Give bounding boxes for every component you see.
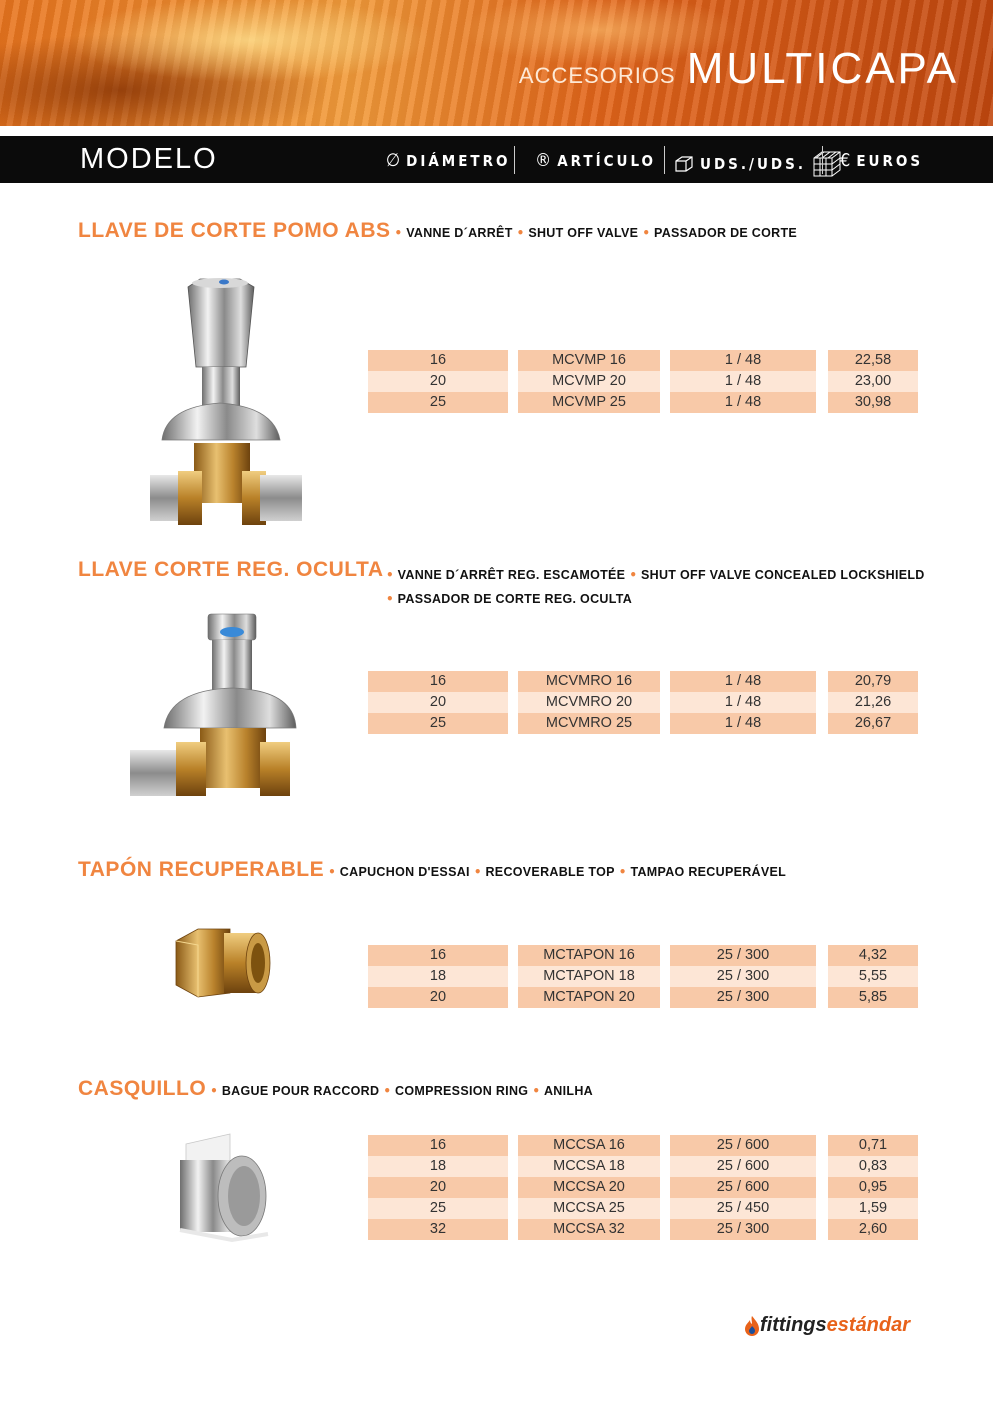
cell-price: 23,00 (828, 371, 918, 392)
col-articulo (535, 150, 656, 171)
section-subtitle: BAGUE POUR RACCORD (221, 1084, 380, 1098)
table-row (368, 1135, 918, 1156)
table-row (368, 1219, 918, 1240)
section-title-line (78, 1077, 593, 1101)
cell-article: MCCSA 32 (518, 1219, 660, 1240)
cell-price: 1,59 (828, 1198, 918, 1219)
col-diametro-label: DIÁMETRO (406, 151, 511, 170)
cell-units: 1 / 48 (670, 713, 816, 734)
table-row (368, 671, 918, 692)
price-table (368, 671, 918, 734)
cell-units: 25 / 600 (670, 1135, 816, 1156)
cell-article: MCCSA 25 (518, 1198, 660, 1219)
cell-price: 5,55 (828, 966, 918, 987)
diameter-icon: ∅ (386, 150, 401, 171)
cell-units: 1 / 48 (670, 371, 816, 392)
cell-article: MCVMRO 20 (518, 692, 660, 713)
cell-price: 20,79 (828, 671, 918, 692)
price-table (368, 945, 918, 1008)
cell-diameter: 25 (368, 713, 508, 734)
bullet: • (210, 1084, 218, 1098)
cell-article: MCCSA 16 (518, 1135, 660, 1156)
cell-diameter: 20 (368, 987, 508, 1008)
logo-text-estandar: estándar (826, 1314, 911, 1336)
section-subtitle: VANNE D´ARRÊT (406, 226, 513, 240)
cell-article: MCVMP 20 (518, 371, 660, 392)
section-title: LLAVE CORTE REG. OCULTA (78, 558, 384, 581)
column-separator (514, 146, 515, 174)
cell-article: MCTAPON 18 (518, 966, 660, 987)
bullet: • (516, 226, 525, 240)
table-row (368, 987, 918, 1008)
cell-price: 26,67 (828, 713, 918, 734)
table-row (368, 945, 918, 966)
price-table (368, 1135, 918, 1240)
cell-article: MCTAPON 16 (518, 945, 660, 966)
bullet: • (618, 865, 627, 879)
cell-price: 0,71 (828, 1135, 918, 1156)
bullet: • (328, 865, 336, 879)
column-separator (822, 146, 823, 174)
section-subtitle: TAMPAO RECUPERÁVEL (630, 865, 787, 879)
cell-diameter: 16 (368, 350, 508, 371)
section-title-line (78, 558, 384, 582)
table-row (368, 1156, 918, 1177)
cell-article: MCVMRO 25 (518, 713, 660, 734)
logo-text-fittings: fittings (760, 1314, 827, 1336)
cell-diameter: 16 (368, 671, 508, 692)
section-subtitle: SHUT OFF VALVE (528, 226, 639, 240)
banner-divider (0, 126, 993, 136)
section-subtitle-line (382, 564, 925, 583)
table-row (368, 713, 918, 734)
section-title: TAPÓN RECUPERABLE (78, 858, 325, 881)
cell-diameter: 25 (368, 392, 508, 413)
brand-logo (744, 1314, 910, 1337)
box-icon (674, 155, 694, 173)
section-title: CASQUILLO (78, 1077, 207, 1100)
section-subtitle: ANILHA (543, 1084, 594, 1098)
cell-article: MCVMRO 16 (518, 671, 660, 692)
cell-price: 0,83 (828, 1156, 918, 1177)
registered-icon: ® (535, 150, 552, 171)
section-subtitle: SHUT OFF VALVE CONCEALED LOCKSHIELD (640, 568, 925, 582)
bullet: • (386, 568, 394, 582)
shut-off-valve-image (150, 275, 310, 530)
euro-icon: € (840, 150, 851, 171)
table-row (368, 692, 918, 713)
banner-title-small: ACCESORIOS (518, 63, 676, 88)
table-row (368, 350, 918, 371)
section-subtitle: CAPUCHON D'ESSAI (339, 865, 470, 879)
model-label: MODELO (80, 143, 218, 175)
cell-diameter: 32 (368, 1219, 508, 1240)
col-euros (840, 150, 923, 171)
price-table (368, 350, 918, 413)
section-title: LLAVE DE CORTE POMO ABS (78, 219, 391, 242)
bullet: • (383, 1084, 392, 1098)
bullet: • (642, 226, 650, 240)
bullet: • (532, 1084, 540, 1098)
cell-price: 21,26 (828, 692, 918, 713)
cell-units: 1 / 48 (670, 692, 816, 713)
section-subtitle: VANNE D´ARRÊT REG. ESCAMOTÉE (397, 568, 626, 582)
col-euros-label: EUROS (856, 151, 924, 170)
cell-price: 30,98 (828, 392, 918, 413)
column-separator (664, 146, 665, 174)
cell-diameter: 20 (368, 371, 508, 392)
cell-price: 4,32 (828, 945, 918, 966)
cell-article: MCCSA 18 (518, 1156, 660, 1177)
cell-diameter: 25 (368, 1198, 508, 1219)
section-subtitle: COMPRESSION RING (395, 1084, 529, 1098)
cell-units: 1 / 48 (670, 671, 816, 692)
table-row (368, 966, 918, 987)
col-uds-label: UDS./UDS. (700, 155, 806, 173)
cell-units: 25 / 300 (670, 966, 816, 987)
table-row (368, 1198, 918, 1219)
cell-price: 0,95 (828, 1177, 918, 1198)
banner-title (519, 44, 959, 94)
bullet: • (386, 592, 394, 606)
cell-units: 25 / 300 (670, 987, 816, 1008)
header-banner (0, 0, 993, 126)
cell-units: 25 / 600 (670, 1177, 816, 1198)
cell-units: 25 / 450 (670, 1198, 816, 1219)
col-diametro (386, 150, 511, 171)
cell-diameter: 18 (368, 966, 508, 987)
recoverable-cap-image (172, 925, 274, 1000)
table-row (368, 392, 918, 413)
section-title-line (78, 858, 786, 882)
section-subtitle-line (382, 588, 632, 607)
column-header-bar (0, 136, 993, 183)
table-row (368, 371, 918, 392)
cell-article: MCVMP 16 (518, 350, 660, 371)
cell-units: 25 / 300 (670, 945, 816, 966)
cell-diameter: 16 (368, 1135, 508, 1156)
cell-units: 25 / 600 (670, 1156, 816, 1177)
cell-units: 1 / 48 (670, 392, 816, 413)
bullet: • (629, 568, 637, 582)
banner-title-big: MULTICAPA (686, 44, 959, 93)
cell-article: MCTAPON 20 (518, 987, 660, 1008)
pallet-icon (812, 150, 842, 178)
section-title-line (78, 219, 797, 243)
col-uds (674, 150, 842, 178)
section-subtitle: PASSADOR DE CORTE REG. OCULTA (397, 592, 633, 606)
cell-units: 1 / 48 (670, 350, 816, 371)
section-subtitle: PASSADOR DE CORTE (653, 226, 798, 240)
cell-article: MCCSA 20 (518, 1177, 660, 1198)
cell-price: 22,58 (828, 350, 918, 371)
col-articulo-label: ARTÍCULO (557, 151, 656, 170)
cell-diameter: 16 (368, 945, 508, 966)
concealed-valve-image (130, 610, 300, 800)
bullet: • (473, 865, 482, 879)
compression-ring-image (172, 1130, 280, 1245)
table-row (368, 1177, 918, 1198)
cell-diameter: 20 (368, 1177, 508, 1198)
bullet: • (394, 226, 403, 240)
cell-price: 2,60 (828, 1219, 918, 1240)
cell-article: MCVMP 25 (518, 392, 660, 413)
flame-icon (744, 1315, 760, 1337)
cell-diameter: 20 (368, 692, 508, 713)
section-subtitle: RECOVERABLE TOP (485, 865, 615, 879)
cell-price: 5,85 (828, 987, 918, 1008)
cell-diameter: 18 (368, 1156, 508, 1177)
cell-units: 25 / 300 (670, 1219, 816, 1240)
